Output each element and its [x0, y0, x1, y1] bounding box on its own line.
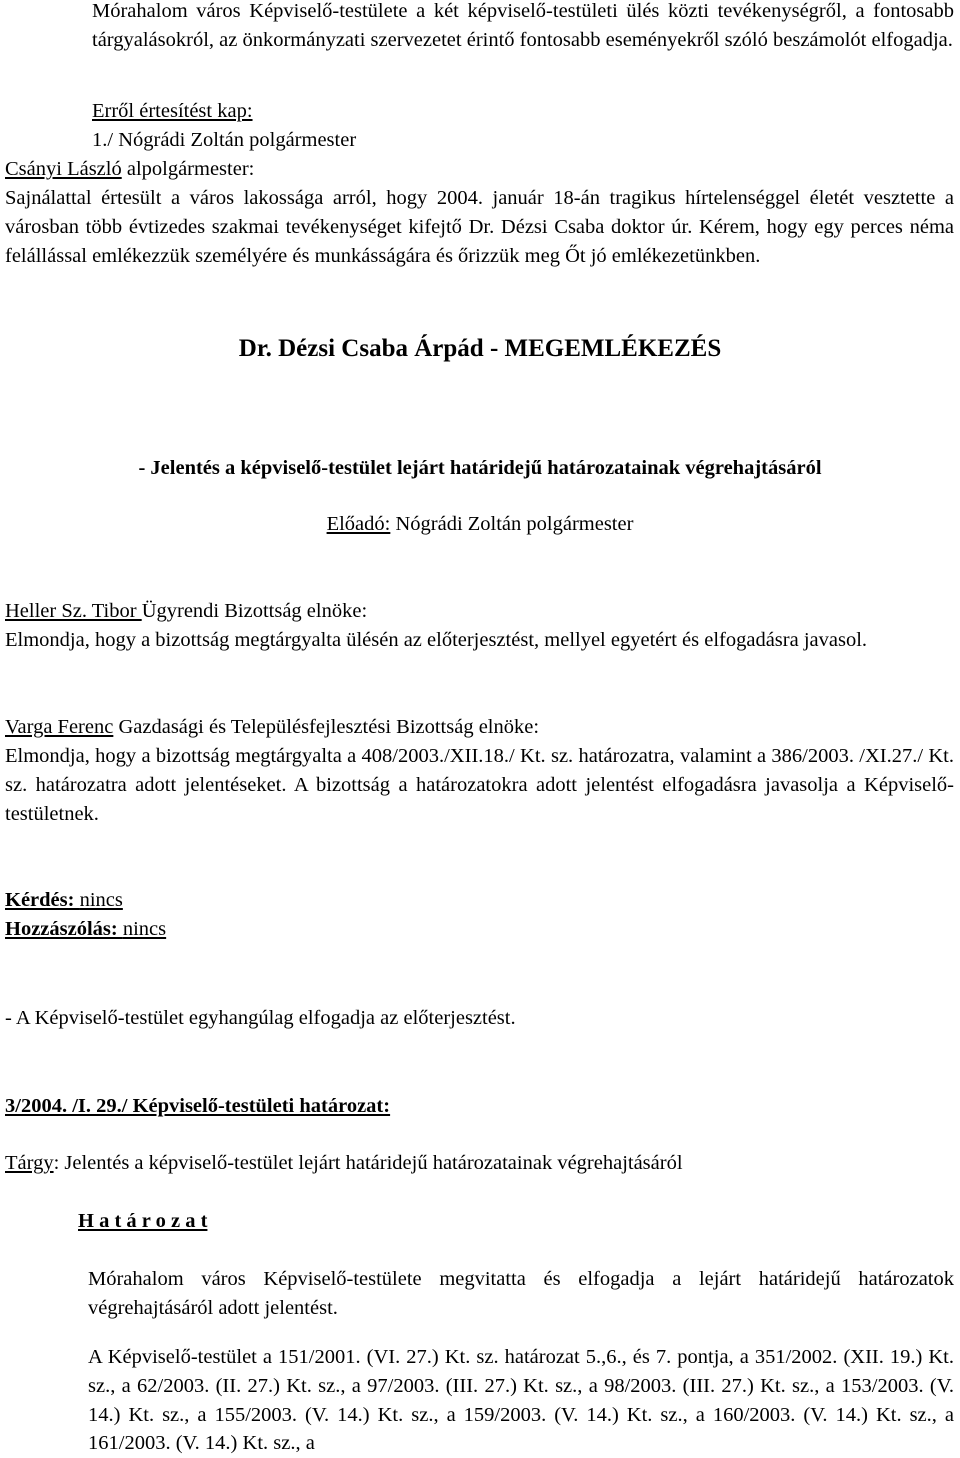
csanyi-name: Csányi László	[5, 158, 122, 180]
comment-line	[5, 915, 166, 944]
subject-line	[5, 1149, 683, 1178]
heller-header	[5, 597, 367, 626]
varga-header	[5, 713, 539, 742]
csanyi-role: alpolgármester:	[121, 158, 255, 180]
question-line	[5, 886, 123, 915]
varga-paragraph: Elmondja, hogy a bizottság megtárgyalta a 408/2003./XII.18./ Kt. sz. határozatra, valamint a 386/2003. /XI.27./ Kt. sz. határozatra adott jelentéseket. A bizottság a határozatokra adott jelentést elfogadásra javasolja a Képviselő-testületnek.	[5, 745, 954, 825]
subject-label: Tárgy	[5, 1152, 54, 1174]
resolution-title: 3/2004. /I. 29./ Képviselő-testületi határozat:	[5, 1095, 391, 1117]
csanyi-paragraph: Sajnálattal értesült a város lakossága arról, hogy 2004. január 18-án tragikus hírtelenséggel életét vesztette a városban több évtizedes szakmai tevékenységet kifejtő Dr. Dézsi Csaba doktor úr. Kérem, hogy egy perces néma felállással emlékezzük személyére és munkásságára és őrizzük meg Őt jó emlékezetünkben.	[5, 187, 954, 267]
notify-item: 1./ Nógrádi Zoltán polgármester	[92, 129, 357, 151]
csanyi-header	[5, 155, 254, 184]
intro-paragraph: Mórahalom város Képviselő-testülete a két képviselő-testületi ülés közti tevékenységről, a fontosabb tárgyalásokról, az önkormányzati szervezetet érintő fontosabb eseményekről szóló beszámolót elfogadja.	[92, 0, 954, 51]
decision-paragraph-2: A Képviselő-testület a 151/2001. (VI. 27.) Kt. sz. határozat 5.,6., és 7. pontja, a 351/2002. (XII. 19.) Kt. sz., a 62/2003. (II. 27.) Kt. sz., a 97/2003. (III. 27.) Kt. sz., a 98/2003. (III. 27.) Kt. sz., a 153/2003. (V. 14.) Kt. sz., a 155/2003. (V. 14.) Kt. sz., a 159/2003. (V. 14.) Kt. sz., a 160/2003. (V. 14.) Kt. sz., a 161/2003. (V. 14.) Kt. sz., a	[88, 1346, 954, 1455]
presenter-name: Nógrádi Zoltán polgármester	[390, 513, 634, 535]
vote-paragraph: - A Képviselő-testület egyhangúlag elfogadja az előterjesztést.	[5, 1007, 516, 1029]
decision-title-line	[78, 1207, 207, 1236]
heller-paragraph: Elmondja, hogy a bizottság megtárgyalta ülésén az előterjesztést, mellyel egyetért és elfogadásra javasol.	[5, 629, 868, 651]
comment-value: nincs	[122, 918, 167, 940]
report-title: - Jelentés a képviselő-testület lejárt határidejű határozatainak végrehajtásáról	[138, 457, 822, 479]
notify-label: Erről értesítést kap:	[92, 100, 253, 122]
comment-label: Hozzászólás:	[5, 918, 123, 940]
subject-text: : Jelentés a képviselő-testület lejárt határidejű határozatainak végrehajtásáról	[53, 1152, 683, 1174]
memorial-title: Dr. Dézsi Csaba Árpád - MEGEMLÉKEZÉS	[238, 335, 722, 362]
varga-name: Varga Ferenc	[5, 716, 114, 738]
varga-role: Gazdasági és Településfejlesztési Bizottság elnöke:	[113, 716, 540, 738]
heller-name: Heller Sz. Tibor	[5, 600, 142, 622]
resolution-title-line	[5, 1092, 390, 1121]
heller-role: Ügyrendi Bizottság elnöke:	[141, 600, 368, 622]
decision-title: H a t á r o z a t	[78, 1210, 208, 1232]
presenter-line	[0, 510, 960, 539]
question-value: nincs	[79, 889, 123, 911]
presenter-label: Előadó:	[326, 513, 391, 535]
decision-paragraph-1: Mórahalom város Képviselő-testülete megvitatta és elfogadja a lejárt határidejű határozatok végrehajtásáról adott jelentést.	[88, 1268, 954, 1319]
question-label: Kérdés:	[5, 889, 80, 911]
